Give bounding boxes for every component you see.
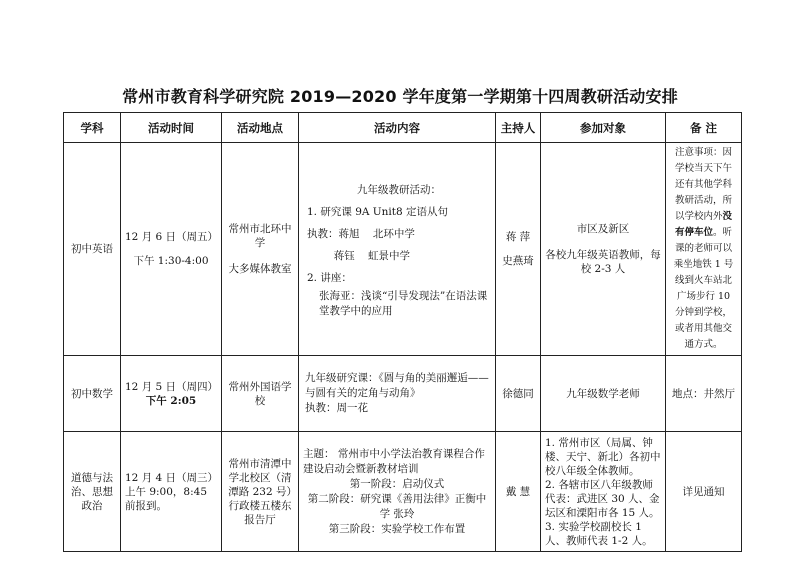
participants-line: 2. 各辖市区八年级教师代表：武进区 30 人、金坛区和溧阳市各 15 人。 bbox=[545, 478, 660, 519]
participants-line: 九年级数学老师 bbox=[566, 387, 640, 400]
subject-cell: 初中数学 bbox=[64, 356, 121, 432]
time-line: 12 月 4 日（周三）上午 9:00，8:45 前报到。 bbox=[125, 471, 213, 512]
host-line: 戴 慧 bbox=[505, 485, 531, 498]
subject-cell: 道德与法治、思想政治 bbox=[64, 432, 121, 552]
header-subject: 学科 bbox=[64, 113, 121, 143]
host-cell bbox=[496, 356, 541, 432]
place-cell bbox=[222, 356, 299, 432]
remark-text: 。听课的老师可以乘坐地铁 1 号线到火车站北广场步行 10 分钟到学校，或者用其他交通方式。 bbox=[673, 227, 734, 350]
host-line: 徐德同 bbox=[502, 387, 534, 400]
header-remark: 备 注 bbox=[666, 113, 742, 143]
content-cell bbox=[299, 143, 496, 356]
schedule-table bbox=[63, 112, 742, 552]
participants-line: 3. 实验学校副校长 1 人、教师代表 1-2 人。 bbox=[545, 520, 653, 547]
content-line: 主题： 常州市中小学法治教育课程合作建设启动会暨新教材培训 bbox=[303, 447, 485, 475]
time-line: 下午 2:05 bbox=[145, 394, 197, 407]
remark-text: 注意事项：因学校当天下午还有其他学科教研活动，所以学校内外 bbox=[674, 147, 732, 222]
remark-highlight: 没有停车位 bbox=[674, 211, 733, 238]
time-line: 12 月 5 日（周四） bbox=[125, 380, 219, 393]
remark-cell: 地点：井然厅 bbox=[666, 356, 742, 432]
content-line: 九年级教研活动： bbox=[357, 184, 441, 196]
participants-line: 市区及新区 bbox=[576, 223, 630, 235]
content-line: 第一阶段：启动仪式 bbox=[349, 477, 445, 490]
participants-cell bbox=[541, 143, 666, 356]
table-row bbox=[64, 143, 742, 356]
participants-cell bbox=[541, 432, 666, 552]
host-cell bbox=[496, 143, 541, 356]
time-cell bbox=[121, 356, 222, 432]
content-line: 九年级研究课：《圆与角的美丽邂逅——与圆有关的定角与动角》 bbox=[305, 372, 489, 399]
table-row bbox=[64, 356, 742, 432]
header-place: 活动地点 bbox=[222, 113, 299, 143]
place-cell bbox=[222, 432, 299, 552]
place-line: 常州市北环中学 bbox=[228, 223, 292, 249]
header-time: 活动时间 bbox=[121, 113, 222, 143]
content-line: 2. 讲座： bbox=[307, 272, 352, 284]
content-line: 执教：周一花 bbox=[305, 402, 368, 414]
time-line: 12 月 6 日（周五） bbox=[125, 231, 219, 243]
header-participants: 参加对象 bbox=[541, 113, 666, 143]
participants-cell bbox=[541, 356, 666, 432]
content-line: 第三阶段：实验学校工作布置 bbox=[328, 522, 466, 535]
content-cell bbox=[299, 356, 496, 432]
host-line: 蒋 萍 bbox=[505, 231, 531, 243]
host-cell bbox=[496, 432, 541, 552]
host-line: 史燕琦 bbox=[502, 255, 534, 267]
time-cell bbox=[121, 143, 222, 356]
time-line: 下午 1:30-4:00 bbox=[133, 255, 209, 267]
content-cell bbox=[299, 432, 496, 552]
subject-cell: 初中英语 bbox=[64, 143, 121, 356]
header-row bbox=[64, 113, 742, 143]
content-line: 张海亚：浅谈“引导发现法”在语法课堂教学中的应用 bbox=[319, 290, 488, 317]
page-title: 常州市教育科学研究院 2019—2020 学年度第一学期第十四周教研活动安排 bbox=[122, 87, 678, 106]
time-cell bbox=[121, 432, 222, 552]
place-line: 常州外国语学校 bbox=[228, 380, 292, 407]
header-host: 主持人 bbox=[496, 113, 541, 143]
place-line: 大多媒体教室 bbox=[228, 263, 292, 275]
content-line: 执教：蒋旭 北环中学 bbox=[307, 228, 415, 240]
table-row bbox=[64, 432, 742, 552]
content-line: 第二阶段：研究课《善用法律》正衡中学 张玲 bbox=[307, 492, 487, 520]
place-cell bbox=[222, 143, 299, 356]
content-line: 蒋钰 虹景中学 bbox=[307, 250, 411, 262]
remark-cell: 详见通知 bbox=[666, 432, 742, 552]
content-line: 1. 研究课 9A Unit8 定语从句 bbox=[307, 206, 449, 218]
place-line: 常州市清潭中学北校区（清潭路 232 号）行政楼五楼东报告厅 bbox=[228, 457, 292, 526]
participants-line: 各校九年级英语教师，每校 2-3 人 bbox=[545, 249, 661, 275]
participants-line: 1. 常州市区（局属、钟楼、天宁、新北）各初中校八年级全体教师。 bbox=[545, 436, 661, 477]
header-content: 活动内容 bbox=[299, 113, 496, 143]
remark-cell bbox=[666, 143, 742, 356]
